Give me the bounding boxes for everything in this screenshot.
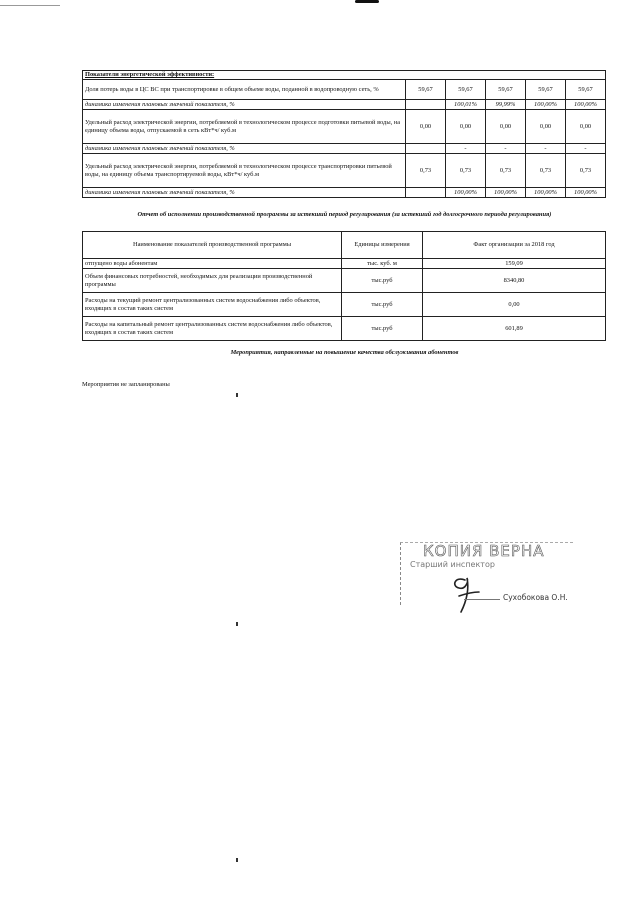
measures-title: Мероприятия, направленные на повышение качества обслуживания абонентов: [230, 349, 459, 356]
stamp-copy-label: КОПИЯ ВЕРНА: [423, 542, 545, 560]
cell-value: 0,00: [566, 110, 606, 144]
table-row: [83, 269, 606, 293]
indicator-value: 0,00: [423, 293, 606, 317]
cell-value: -: [526, 144, 566, 154]
scan-speck: [236, 622, 238, 626]
table-row: [83, 80, 606, 100]
cell-value: 0,73: [486, 154, 526, 188]
cell-value: -: [566, 144, 606, 154]
table-row: [83, 188, 606, 198]
energy-efficiency-table: [82, 70, 606, 198]
cell-value: 0,73: [526, 154, 566, 188]
top-scan-mark: [355, 0, 379, 3]
table-row: [83, 259, 606, 269]
cell-value: [406, 100, 446, 110]
row-label: динамика изменения плановых значений показателя, %: [83, 100, 406, 110]
cell-value: 100,00%: [566, 188, 606, 198]
cell-value: 0,73: [566, 154, 606, 188]
indicator-value: 8340,80: [423, 269, 606, 293]
row-label: Удельный расход электрической энергии, потребляемой в технологическом процессе подготовки питьевой воды, на единицу объема воды, отпускаемой в сеть кВт*ч/ куб.м: [83, 110, 406, 144]
energy-table-header: Показатели энергетической эффективности:: [83, 71, 606, 80]
indicator-name: отпущено воды абонентам: [83, 259, 342, 269]
row-label: динамика изменения плановых значений показателя, %: [83, 188, 406, 198]
indicator-unit: тыс.руб: [342, 317, 423, 341]
indicator-name: Расходы на капитальный ремонт централизованных систем водоснабжения либо объектов, входящих в состав таких систем: [83, 317, 342, 341]
cell-value: 59,67: [566, 80, 606, 100]
cell-value: 0,73: [406, 154, 446, 188]
table-row: [83, 110, 606, 144]
cell-value: 100,00%: [486, 188, 526, 198]
indicator-value: 159,09: [423, 259, 606, 269]
top-scan-line: [0, 5, 60, 6]
cell-value: 59,67: [406, 80, 446, 100]
cell-value: 100,00%: [526, 188, 566, 198]
cell-value: -: [486, 144, 526, 154]
cell-value: 0,00: [486, 110, 526, 144]
column-header: Единицы измерения: [342, 232, 423, 259]
scan-speck: [236, 858, 238, 862]
cell-value: 99,99%: [486, 100, 526, 110]
table-row: [83, 144, 606, 154]
measures-text: Мероприятия не запланированы: [82, 381, 170, 388]
cell-value: 59,67: [446, 80, 486, 100]
signature-line: [464, 599, 500, 600]
stamp-name: Сухобокова О.Н.: [503, 593, 568, 602]
scan-speck: [236, 393, 238, 397]
cell-value: 0,00: [406, 110, 446, 144]
cell-value: 100,00%: [566, 100, 606, 110]
row-label: динамика изменения плановых значений показателя, %: [83, 144, 406, 154]
indicator-unit: тыс. куб. м: [342, 259, 423, 269]
cell-value: 0,73: [446, 154, 486, 188]
cell-value: 0,00: [446, 110, 486, 144]
table-row: [83, 317, 606, 341]
table-row: [83, 154, 606, 188]
table-row: [83, 100, 606, 110]
table-row: [83, 293, 606, 317]
stamp-role: Старший инспектор: [410, 560, 495, 569]
indicator-name: Объем финансовых потребностей, необходимых для реализации производственной программы: [83, 269, 342, 293]
indicator-unit: тыс.руб: [342, 269, 423, 293]
column-header: Наименование показателей производственной программы: [83, 232, 342, 259]
cell-value: 100,00%: [446, 188, 486, 198]
cell-value: [406, 144, 446, 154]
row-label: Удельный расход электрической энергии, потребляемой в технологическом процессе транспортировки питьевой воды, на единицу объема транспортируемой воды, кВт*ч/ куб.м: [83, 154, 406, 188]
column-header: Факт организации за 2018 год: [423, 232, 606, 259]
cell-value: [406, 188, 446, 198]
production-program-table: [82, 231, 606, 341]
cell-value: -: [446, 144, 486, 154]
cell-value: 59,67: [526, 80, 566, 100]
indicator-unit: тыс.руб: [342, 293, 423, 317]
cell-value: 100,00%: [526, 100, 566, 110]
indicator-value: 601,89: [423, 317, 606, 341]
row-label: Доля потерь воды в ЦС ВС при транспортировке в общем объеме воды, поданной в водопроводную сеть, %: [83, 80, 406, 100]
handwritten-signature: [445, 572, 485, 616]
cell-value: 59,67: [486, 80, 526, 100]
indicator-name: Расходы на текущий ремонт централизованных систем водоснабжения либо объектов, входящих в состав таких систем: [83, 293, 342, 317]
cell-value: 0,00: [526, 110, 566, 144]
report-title: Отчет об исполнении производственной программы за истекший период регулирования (за истекший год долгосрочного периода регулирования): [137, 211, 552, 218]
table-header-row: [83, 232, 606, 259]
cell-value: 100,01%: [446, 100, 486, 110]
